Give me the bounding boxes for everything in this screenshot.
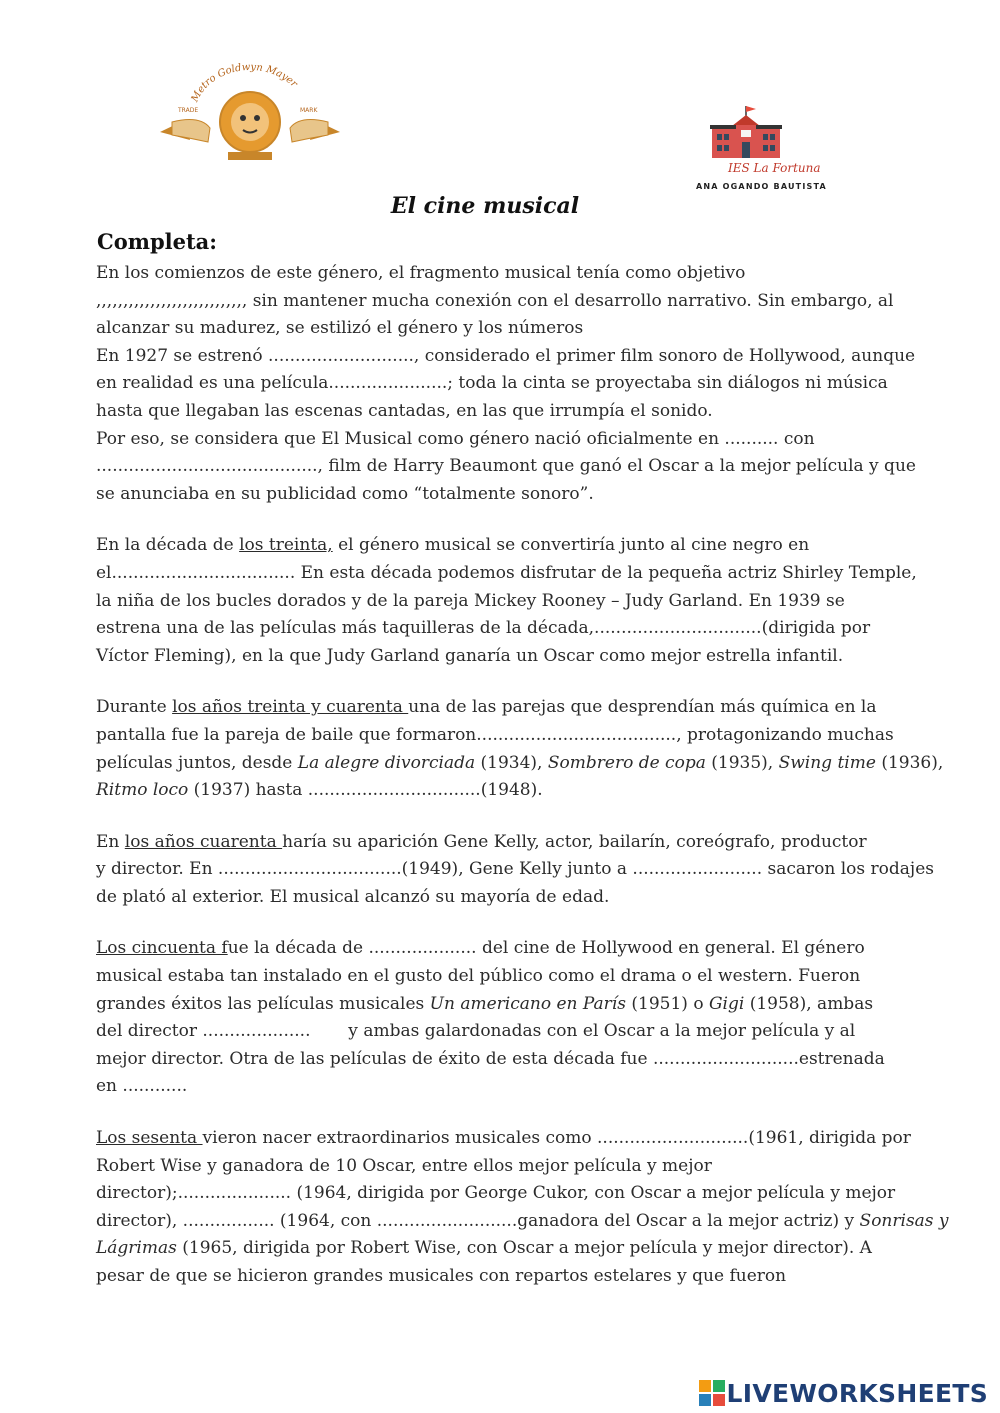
text-line: Ritmo loco (1937) hasta ................................(1948). bbox=[96, 780, 543, 801]
text-line: películas juntos, desde La alegre divorciada (1934), Sombrero de copa (1935), Swing time (1936), bbox=[96, 752, 944, 773]
text-line: alcanzar su madurez, se estilizó el género y los números bbox=[96, 318, 584, 339]
liveworksheets-brand bbox=[699, 1375, 988, 1411]
lion-face bbox=[231, 103, 269, 141]
text-line: en realidad es una película......................; toda la cinta se proyectaba sin diálogos ni música bbox=[96, 373, 888, 394]
text-line: se anunciaba en su publicidad como “totalmente sonoro”. bbox=[96, 483, 594, 504]
school-logo bbox=[692, 100, 827, 195]
paragraph-thirties-forties bbox=[96, 694, 944, 804]
lion-eye-left bbox=[240, 115, 246, 121]
text-line: Víctor Fleming), en la que Judy Garland ganaría un Oscar como mejor estrella infantil. bbox=[96, 645, 844, 666]
text-line: hasta que llegaban las escenas cantadas, en las que irrumpía el sonido. bbox=[96, 400, 713, 421]
paragraph-forties bbox=[96, 829, 934, 912]
banner-left-shape bbox=[172, 120, 210, 142]
decade-underline: Los sesenta bbox=[96, 1128, 203, 1149]
text-line: la niña de los bucles dorados y de la pareja Mickey Rooney – Judy Garland. En 1939 se bbox=[96, 590, 845, 611]
text-line: Durante los años treinta y cuarenta una de las parejas que desprendían más química en la bbox=[96, 697, 877, 718]
text-line: del director .................... y ambas galardonadas con el Oscar a la mejor película y al bbox=[96, 1021, 856, 1042]
lion-eye-right bbox=[254, 115, 260, 121]
paragraph-thirties bbox=[96, 532, 917, 670]
mgm-arc-text: Metro Goldwyn Mayer bbox=[189, 61, 300, 104]
text-line: de plató al exterior. El musical alcanzó su mayoría de edad. bbox=[96, 886, 610, 907]
text-line: pesar de que se hicieron grandes musicales con repartos estelares y que fueron bbox=[96, 1266, 787, 1286]
section-heading: Completa: bbox=[97, 229, 218, 254]
text-line: En la década de los treinta, el género musical se convertiría junto al cine negro en bbox=[96, 535, 810, 556]
text-line: mejor director. Otra de las películas de éxito de esta década fue ...........................estrenada bbox=[96, 1048, 885, 1069]
text-line: ,,,,,,,,,,,,,,,,,,,,,,,,,,,, sin mantener mucha conexión con el desarrollo narrativo. Sin embargo, al bbox=[96, 290, 894, 311]
text-line: y director. En ..................................(1949), Gene Kelly junto a ........................ sacaron los rodajes bbox=[96, 859, 934, 880]
text-line: Por eso, se considera que El Musical como género nació oficialmente en .......... con bbox=[96, 428, 815, 449]
brand-name: LIVEWORKSHEETS bbox=[726, 1378, 988, 1408]
worksheet-body bbox=[96, 260, 949, 1315]
mgm-lion-emblem bbox=[150, 60, 350, 165]
text-line: estrena una de las películas más taquilleras de la década,...............................(dirigida por bbox=[96, 618, 871, 639]
text-line: director), ................. (1964, con ..........................ganadora del Oscar a la mejor actriz) y Sonrisas y bbox=[96, 1210, 949, 1231]
text-line: En 1927 se estrenó ..........................., considerado el primer film sonoro de Hollywood, aunque bbox=[96, 345, 916, 366]
school-building-icon bbox=[710, 104, 782, 160]
text-line: el.................................. En esta década podemos disfrutar de la pequeña actriz Shirley Temple, bbox=[96, 562, 917, 583]
paragraph-sixties bbox=[96, 1125, 949, 1291]
text-line: Lágrimas (1965, dirigida por Robert Wise, con Oscar a mejor película y mejor director). A bbox=[96, 1238, 872, 1259]
paragraph-origins bbox=[96, 260, 916, 508]
text-line: En los años cuarenta haría su aparición Gene Kelly, actor, bailarín, coreógrafo, productor bbox=[96, 831, 867, 852]
lion-base bbox=[228, 152, 272, 160]
text-line: Los cincuenta fue la década de .................... del cine de Hollywood en general. El género bbox=[96, 938, 865, 959]
text-line: Los sesenta vieron nacer extraordinarios musicales como ............................(1961, dirigida por bbox=[96, 1128, 911, 1149]
paragraph-fifties bbox=[96, 935, 906, 1101]
text-line: director);..................... (1964, dirigida por George Cukor, con Oscar a mejor película y mejor bbox=[96, 1183, 896, 1204]
decade-underline: los años treinta y cuarenta bbox=[172, 697, 409, 718]
text-line: pantalla fue la pareja de baile que formaron....................................., protagonizando muchas bbox=[96, 724, 894, 745]
mgm-trade-text: TRADE bbox=[178, 107, 199, 114]
text-line: grandes éxitos las películas musicales Un americano en París (1951) o Gigi (1958), ambas bbox=[96, 993, 874, 1014]
decade-underline: los años cuarenta bbox=[124, 831, 283, 852]
text-line: musical estaba tan instalado en el gusto del público como el drama o el western. Fueron bbox=[96, 966, 861, 987]
page-title: El cine musical bbox=[390, 193, 580, 219]
mgm-mark-text: MARK bbox=[300, 107, 318, 114]
banner-right-shape bbox=[290, 120, 328, 142]
teacher-name: ANA OGANDO BAUTISTA bbox=[696, 182, 827, 191]
text-line: Robert Wise y ganadora de 10 Oscar, entre ellos mejor película y mejor bbox=[96, 1155, 712, 1176]
liveworksheets-logo-icon bbox=[699, 1380, 725, 1406]
mgm-logo bbox=[150, 60, 350, 165]
school-name: IES La Fortuna bbox=[728, 161, 821, 175]
text-line: ........................................., film de Harry Beaumont que ganó el Oscar a la mejor película y que bbox=[96, 456, 916, 477]
text-line: En los comienzos de este género, el fragmento musical tenía como objetivo bbox=[96, 263, 746, 283]
decade-underline: los treinta, bbox=[239, 535, 333, 556]
text-line: en ............ bbox=[96, 1076, 188, 1097]
decade-underline: Los cincuenta f bbox=[96, 938, 228, 959]
